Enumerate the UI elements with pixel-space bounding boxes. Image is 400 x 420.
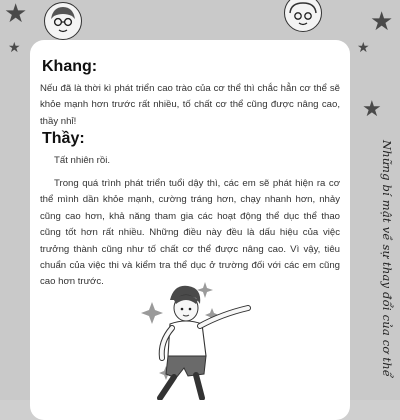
teacher-paragraph-2: Trong quá trình phát triển tuổi dậy thì, các em sẽ phát hiện ra cơ thể mình dần khỏe mạnh, cường tráng hơn, chạy nhanh hơn, nhảy cũng cao hơn, khả năng tham gia các hoạt động thể dục thể thao cũng tốt hơn rất nhiều. Những điều này đều là dấu hiệu của việc trưởng thành cũng như tố chất cơ thể được nâng cao. Vì vậy, tiêu chuẩn của việc thi và kiểm tra thể dục ở trường đối với các em cũng cao hơn trước.	[40, 178, 340, 288]
book-side-title: Những bí mật về sự thay đổi của cơ thể	[380, 140, 394, 378]
star-icon: ★	[370, 6, 394, 36]
khang-paragraph: Nếu đã là thời kì phát triển cao trào của cơ thể thì chắc hẳn cơ thể sẽ khỏe mạnh hơn trước rất nhiều, tố chất cơ thể cũng được nâng cao, thầy nhỉ!	[40, 83, 340, 127]
teacher-face-icon	[285, 0, 321, 31]
boy-jumping-illustration	[130, 282, 260, 400]
star-icon: ★	[4, 0, 28, 28]
speaker-khang: Khang:	[42, 58, 98, 75]
boy-face-icon	[45, 3, 81, 39]
star-icon: ★	[357, 39, 370, 55]
teacher-paragraph-1: Tất nhiên rồi.	[54, 155, 110, 166]
speaker-teacher: Thầy:	[42, 130, 85, 147]
star-icon: ★	[8, 39, 21, 55]
star-icon: ★	[362, 96, 382, 121]
khang-avatar	[44, 2, 82, 40]
